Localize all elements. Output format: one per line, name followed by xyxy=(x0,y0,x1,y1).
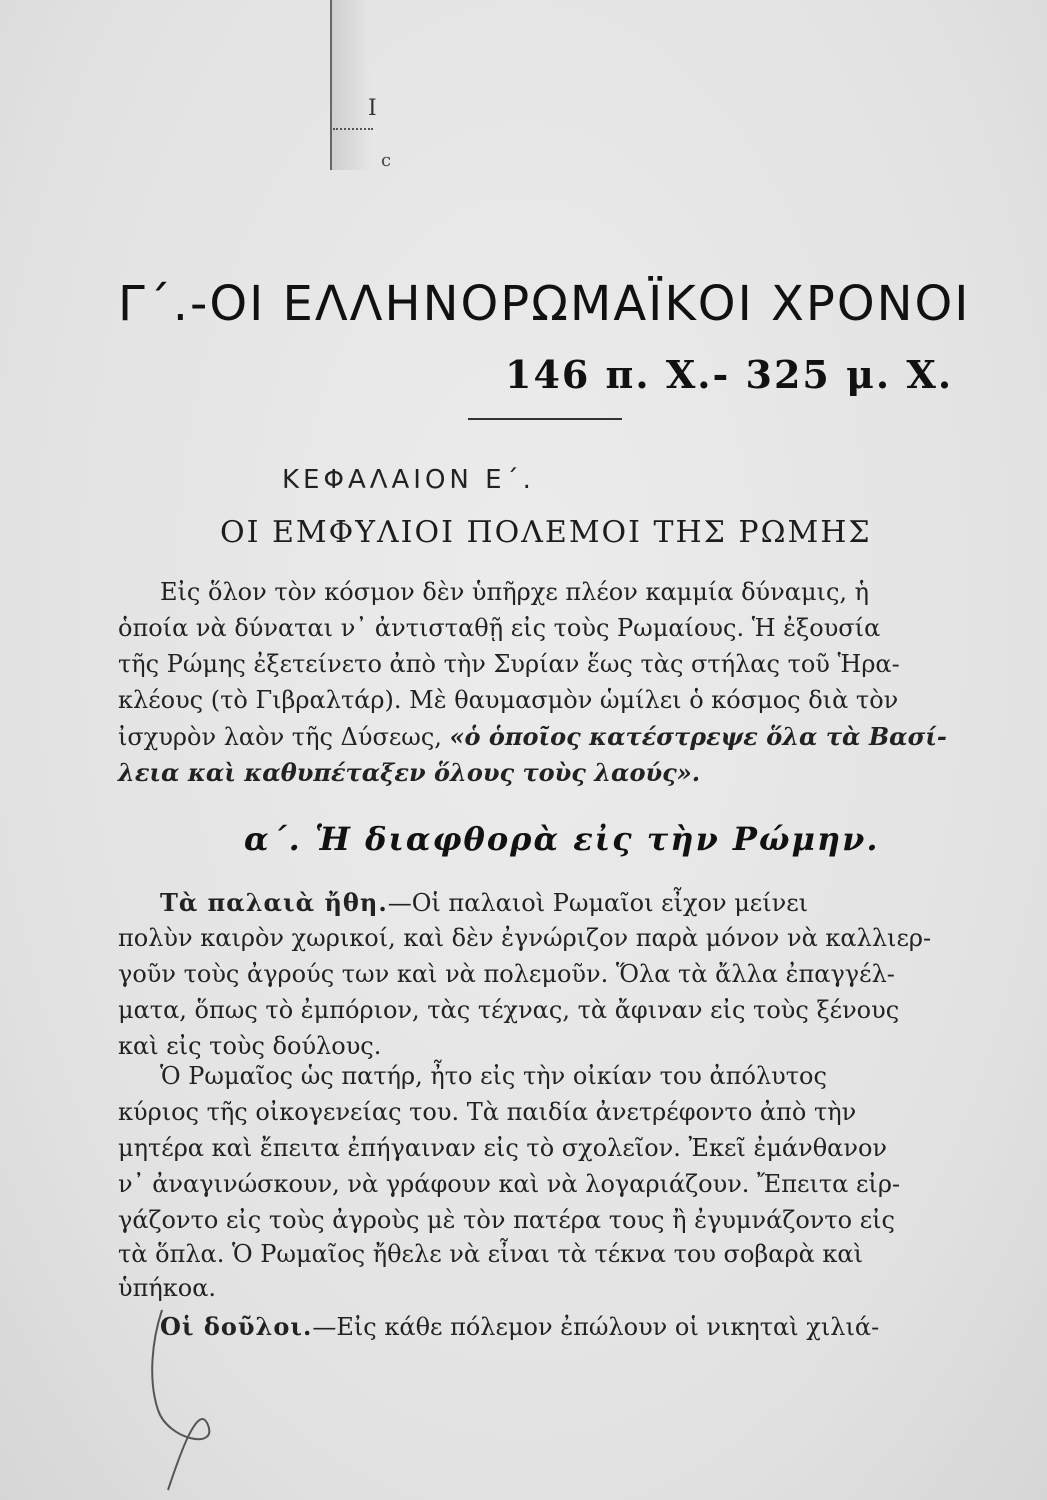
torn-corner-mark-2: c xyxy=(381,150,392,171)
p2-line-5: γάζοντο εἰς τοὺς ἀγροὺς μὲ τὸν πατέρα τους ἢ ἐγυμνάζοντο εἰς xyxy=(118,1206,895,1234)
quote-part-1: «ὁ ὁποῖος κατέστρεψε ὅλα τὰ Βασί- xyxy=(449,722,947,751)
p1-line-4: ματα, ὅπως τὸ ἐμπόριον, τὰς τέχνας, τὰ ἄφιναν εἰς τοὺς ξένους xyxy=(118,996,900,1024)
section-heading: α΄. Ἡ διαφθορὰ εἰς τὴν Ρώμην. xyxy=(244,820,880,858)
p2-line-4: ν᾽ ἀναγινώσκουν, νὰ γράφουν καὶ νὰ λογαριάζουν. Ἔπειτα εἰρ- xyxy=(118,1170,901,1198)
divider-rule xyxy=(468,418,622,420)
dotted-line xyxy=(333,128,373,130)
runin-heading-old-customs: Τὰ παλαιὰ ἤθη. xyxy=(160,888,388,917)
p1-line-3: γοῦν τοὺς ἀγρούς των καὶ νὰ πολεμοῦν. Ὅλα τὰ ἄλλα ἐπαγγέλ- xyxy=(118,960,895,988)
p1-line-2: πολὺν καιρὸν χωρικοί, καὶ δὲν ἐγνώριζον παρὰ μόνον νὰ καλλιερ- xyxy=(118,924,932,952)
intro-line-4: κλέους (τὸ Γιβραλτάρ). Μὲ θαυμασμὸν ὡμίλει ὁ κόσμος διὰ τὸν xyxy=(118,686,899,714)
torn-corner xyxy=(330,0,372,170)
p2-line-2: κύριος τῆς οἰκογενείας του. Τὰ παιδία ἀνετρέφοντο ἀπὸ τὴν xyxy=(118,1098,857,1126)
torn-corner-mark: Ι xyxy=(368,96,377,121)
p1-first-text: —Οἱ παλαιοὶ Ρωμαῖοι εἶχον μείνει xyxy=(387,889,809,917)
intro-line-3: τῆς Ρώμης ἐξετείνετο ἀπὸ τὴν Συρίαν ἕως τὰς στήλας τοῦ Ἡρα- xyxy=(118,650,900,678)
runin-heading-slaves: Οἱ δοῦλοι. xyxy=(160,1312,313,1341)
p1-line-5: καὶ εἰς τοὺς δούλους. xyxy=(118,1032,382,1060)
p3-first-text: —Εἰς κάθε πόλεμον ἐπώλουν οἱ νικηταὶ χιλιά- xyxy=(312,1313,880,1341)
date-range: 146 π. Χ.- 325 μ. Χ. xyxy=(505,352,954,397)
p2-line-3: μητέρα καὶ ἔπειτα ἐπήγαιναν εἰς τὸ σχολεῖον. Ἐκεῖ ἐμάνθανον xyxy=(118,1134,887,1162)
intro-line-2: ὁποία νὰ δύναται ν᾽ ἀντισταθῇ εἰς τοὺς Ρωμαίους. Ἡ ἐξουσία xyxy=(118,614,881,642)
p1-line-1 xyxy=(160,888,808,917)
part-title: Γ΄.-ΟΙ ΕΛΛΗΝΟΡΩΜΑΪΚΟΙ ΧΡΟΝΟΙ xyxy=(118,276,971,332)
chapter-title: ΟΙ ΕΜΦΥΛΙΟΙ ΠΟΛΕΜΟΙ ΤΗΣ ΡΩΜΗΣ xyxy=(220,515,872,550)
pencil-scribble xyxy=(148,1300,318,1500)
quote-part-2: λεια καὶ καθυπέταξεν ὅλους τοὺς λαούς». xyxy=(118,758,701,787)
intro-line-1: Εἰς ὅλον τὸν κόσμον δὲν ὑπῆρχε πλέον καμμία δύναμις, ἡ xyxy=(160,578,870,606)
chapter-label: ΚΕΦΑΛΑΙΟΝ Ε΄. xyxy=(282,465,535,495)
intro-line-5-text: ἰσχυρὸν λαὸν τῆς Δύσεως, xyxy=(118,723,442,751)
p2-line-1: Ὁ Ρωμαῖος ὡς πατήρ, ἦτο εἰς τὴν οἰκίαν του ἀπόλυτος xyxy=(160,1062,827,1090)
intro-line-5 xyxy=(118,722,947,751)
p2-line-7: ὑπήκοα. xyxy=(118,1274,217,1302)
p2-line-6: τὰ ὅπλα. Ὁ Ρωμαῖος ἤθελε νὰ εἶναι τὰ τέκνα του σοβαρὰ καὶ xyxy=(118,1240,864,1268)
